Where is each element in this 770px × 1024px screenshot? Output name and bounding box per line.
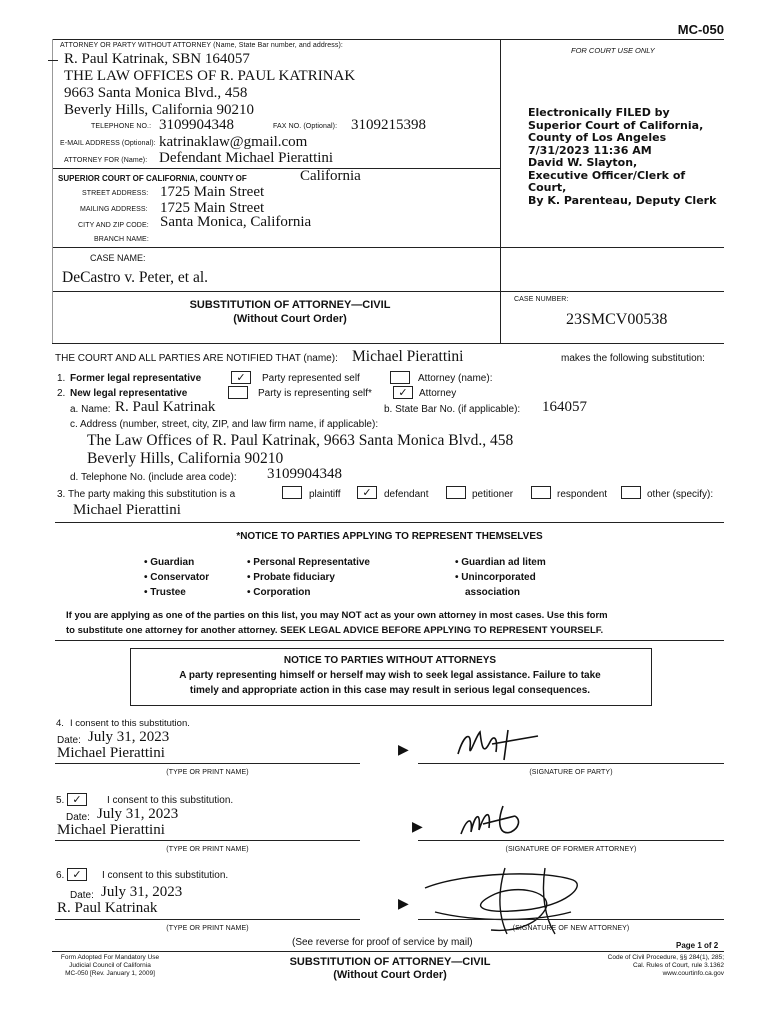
court-city-value[interactable]: Santa Monica, California <box>160 214 312 230</box>
margin-tick <box>48 60 58 61</box>
notice-self-col3 <box>455 555 546 600</box>
court-use-label: FOR COURT USE ONLY <box>571 46 655 55</box>
case-number-label: CASE NUMBER: <box>514 296 569 303</box>
attorney-for-label: ATTORNEY FOR (Name): <box>64 157 148 164</box>
former-attorney-signature <box>455 802 535 842</box>
consent4-date[interactable]: July 31, 2023 <box>88 729 170 745</box>
item2-attorney-label: Attorney <box>419 388 457 399</box>
consent4-name-caption: (TYPE OR PRINT NAME) <box>166 769 249 776</box>
form-title-line2: (Without Court Order) <box>233 313 347 325</box>
notice-without-title: NOTICE TO PARTIES WITHOUT ATTORNEYS <box>283 655 497 666</box>
item2d-value[interactable]: 3109904348 <box>267 466 342 482</box>
county-value[interactable]: California <box>300 168 361 184</box>
notify-suffix: makes the following substitution: <box>561 353 705 364</box>
item2-attorney-checkbox[interactable]: ✓ <box>393 386 413 399</box>
notice-item: • Guardian ad litem <box>455 557 546 568</box>
notify-prefix: THE COURT AND ALL PARTIES ARE NOTIFIED THAT (name): <box>55 353 338 364</box>
footer-title <box>240 956 540 982</box>
footer-rule <box>52 951 724 952</box>
plaintiff-checkbox[interactable] <box>282 486 302 499</box>
notice-item: • Personal Representative <box>247 557 370 568</box>
item2-label: New legal representative <box>70 388 188 399</box>
notice-item: • Corporation <box>247 587 311 598</box>
reverse-note: (See reverse for proof of service by mail) <box>292 937 473 948</box>
footer-right-line: Code of Civil Procedure, §§ 284(1), 285; <box>607 954 724 961</box>
consent6-checkbox[interactable]: ✓ <box>67 868 87 881</box>
consent4-date-label: Date: <box>57 735 81 746</box>
stamp-line: David W. Slayton, <box>528 156 638 169</box>
petitioner-label: petitioner <box>472 489 514 500</box>
telephone-label: TELEPHONE NO.: <box>91 123 152 130</box>
party-signature <box>450 724 540 762</box>
fax-value[interactable]: 3109215398 <box>351 117 426 133</box>
consent6-text: I consent to this substitution. <box>102 870 229 881</box>
item1-label: Former legal representative <box>70 373 202 384</box>
consent5-checkbox[interactable]: ✓ <box>67 793 87 806</box>
footer-left <box>50 954 170 978</box>
notice-self-col1 <box>144 555 209 600</box>
court-title-label: SUPERIOR COURT OF CALIFORNIA, COUNTY OF <box>58 174 247 183</box>
other-checkbox[interactable] <box>621 486 641 499</box>
consent6-name[interactable]: R. Paul Katrinak <box>57 900 158 916</box>
footer-right-line: Cal. Rules of Court, rule 3.1362 <box>632 962 724 969</box>
item2c-label: c. Address (number, street, city, ZIP, and law firm name, if applicable): <box>70 419 379 430</box>
consent5-num: 5. <box>56 795 65 806</box>
case-name-bottom <box>52 291 724 292</box>
court-box-bottom <box>52 247 724 248</box>
consent6-num: 6. <box>56 870 65 881</box>
caption-bottom <box>52 343 724 344</box>
consent5-sig-line <box>418 840 724 841</box>
notice-item: • Probate fiduciary <box>247 572 335 583</box>
branch-label: BRANCH NAME: <box>94 236 149 243</box>
consent4-sig-caption: (SIGNATURE OF PARTY) <box>529 769 613 776</box>
item2b-label: b. State Bar No. (if applicable): <box>384 404 521 415</box>
defendant-checkbox[interactable]: ✓ <box>357 486 377 499</box>
item2c-line2[interactable]: Beverly Hills, California 90210 <box>87 450 284 467</box>
filing-stamp <box>528 107 718 207</box>
fax-label: FAX NO. (Optional): <box>273 123 338 130</box>
law-office-line: THE LAW OFFICES OF R. PAUL KATRINAK <box>64 68 356 84</box>
consent6-name-line <box>55 919 360 920</box>
consent5-name-caption: (TYPE OR PRINT NAME) <box>166 846 249 853</box>
plaintiff-label: plaintiff <box>309 489 341 500</box>
form-title <box>100 298 480 326</box>
item1-attorney-label: Attorney (name): <box>418 373 493 384</box>
consent5-name[interactable]: Michael Pierattini <box>57 822 165 838</box>
consent6-date[interactable]: July 31, 2023 <box>101 884 183 900</box>
notice-item: • Trustee <box>144 587 186 598</box>
mailing-label: MAILING ADDRESS: <box>80 206 148 213</box>
footer-right-line: www.courtinfo.ca.gov <box>662 970 724 977</box>
consent5-date-label: Date: <box>66 812 90 823</box>
consent5-sig-caption: (SIGNATURE OF FORMER ATTORNEY) <box>505 846 637 853</box>
notice-without-line1: A party representing himself or herself may wish to seek legal assistance. Failure to take <box>179 670 601 681</box>
notice-item: • Unincorporated <box>455 572 536 583</box>
attorney-street-line: 9663 Santa Monica Blvd., 458 <box>64 85 248 101</box>
consent4-name[interactable]: Michael Pierattini <box>57 745 165 761</box>
consent4-name-line <box>55 763 360 764</box>
item3-value[interactable]: Michael Pierattini <box>73 502 181 518</box>
footer-title-line2: (Without Court Order) <box>333 969 447 981</box>
notice-item: • Conservator <box>144 572 210 583</box>
notice-self-rule <box>55 640 724 641</box>
consent6-sig-line <box>418 919 724 920</box>
other-label: other (specify): <box>647 489 714 500</box>
item1-num: 1. <box>57 373 66 384</box>
consent4-sig-line <box>418 763 724 764</box>
consent4-num: 4. <box>56 718 64 729</box>
consent4-text: I consent to this substitution. <box>70 718 190 729</box>
notify-name[interactable]: Michael Pierattini <box>352 348 464 365</box>
form-id: MC-050 <box>677 22 724 37</box>
stamp-line: By K. Parenteau, Deputy Clerk <box>528 193 717 207</box>
notice-self-warning2: to substitute one attorney for another attorney. SEEK LEGAL ADVICE BEFORE APPLYING TO REPRESENT YOURSELF. <box>66 625 604 636</box>
footer-left-line: MC-050 [Rev. January 1, 2009] <box>65 970 155 977</box>
consent6-sig-caption: (SIGNATURE OF NEW ATTORNEY) <box>512 925 630 932</box>
page-number: Page 1 of 2 <box>676 941 719 950</box>
respondent-checkbox[interactable] <box>531 486 551 499</box>
street-label: STREET ADDRESS: <box>82 190 149 197</box>
item2-self-label: Party is representing self* <box>258 388 372 399</box>
attorney-for-value[interactable]: Defendant Michael Pierattini <box>159 150 334 166</box>
petitioner-checkbox[interactable] <box>446 486 466 499</box>
case-name-value[interactable]: DeCastro v. Peter, et al. <box>62 269 209 286</box>
item3-rule <box>55 522 724 523</box>
item2-num: 2. <box>57 388 66 399</box>
item1-self-label: Party represented self <box>262 373 360 384</box>
court-street-value[interactable]: 1725 Main Street <box>160 184 265 200</box>
stamp-line: Electronically FILED by <box>528 106 670 119</box>
email-label: E-MAIL ADDRESS (Optional): <box>60 140 156 147</box>
item3-prefix: 3. The party making this substitution is a <box>57 489 236 500</box>
city-label: CITY AND ZIP CODE: <box>78 222 149 229</box>
arrow-icon: ▶ <box>398 895 409 911</box>
consent6-name-caption: (TYPE OR PRINT NAME) <box>166 925 249 932</box>
stamp-line: 7/31/2023 11:36 AM <box>528 143 652 157</box>
notice-item: association <box>465 587 521 598</box>
notice-without-line2: timely and appropriate action in this case may result in serious legal consequences. <box>189 685 591 696</box>
top-rule <box>52 39 724 40</box>
consent5-name-line <box>55 840 360 841</box>
item2a-label: a. Name: <box>70 404 111 415</box>
item2a-value[interactable]: R. Paul Katrinak <box>115 399 216 415</box>
notice-self-col2 <box>247 555 370 600</box>
attorney-name-line: R. Paul Katrinak, SBN 164057 <box>64 51 250 67</box>
case-name-label: CASE NAME: <box>90 253 146 263</box>
item1-attorney-checkbox[interactable] <box>390 371 410 384</box>
arrow-icon: ▶ <box>412 818 423 834</box>
item2c-line1[interactable]: The Law Offices of R. Paul Katrinak, 9663 Santa Monica Blvd., 458 <box>87 432 514 449</box>
stamp-line: Executive Officer/Clerk of Court, <box>528 168 686 194</box>
item2d-label: d. Telephone No. (include area code): <box>70 472 237 483</box>
court-mailing-value[interactable]: 1725 Main Street <box>160 200 265 216</box>
footer-left-line: Judicial Council of California <box>69 962 151 969</box>
footer-title-line1: SUBSTITUTION OF ATTORNEY—CIVIL <box>289 956 491 968</box>
item2-self-checkbox[interactable] <box>228 386 248 399</box>
caption-divider <box>500 39 501 343</box>
item1-self-checkbox[interactable]: ✓ <box>231 371 251 384</box>
notice-item: • Guardian <box>144 557 195 568</box>
arrow-icon: ▶ <box>398 741 409 757</box>
form-title-line1: SUBSTITUTION OF ATTORNEY—CIVIL <box>189 299 391 311</box>
respondent-label: respondent <box>557 489 608 500</box>
attorney-box-label: ATTORNEY OR PARTY WITHOUT ATTORNEY (Name, State Bar number, and address): <box>60 42 343 49</box>
email-value[interactable]: katrinaklaw@gmail.com <box>159 134 308 150</box>
stamp-line: County of Los Angeles <box>528 131 667 144</box>
telephone-value[interactable]: 3109904348 <box>159 117 234 133</box>
footer-right <box>608 954 724 978</box>
item2b-value[interactable]: 164057 <box>542 399 587 415</box>
notice-self-title: *NOTICE TO PARTIES APPLYING TO REPRESENT THEMSELVES <box>236 531 543 542</box>
consent5-date[interactable]: July 31, 2023 <box>97 806 179 822</box>
footer-left-line: Form Adopted For Mandatory Use <box>60 954 160 961</box>
consent5-text: I consent to this substitution. <box>107 795 234 806</box>
notice-self-warning1: If you are applying as one of the parties on this list, you may NOT act as your own attorney in most cases. Use this form <box>66 610 608 621</box>
defendant-label: defendant <box>384 489 429 500</box>
stamp-line: Superior Court of California, <box>528 118 704 132</box>
consent6-date-label: Date: <box>70 890 94 901</box>
caption-left <box>52 39 53 343</box>
attorney-box-bottom <box>52 168 500 169</box>
attorney-city-line: Beverly Hills, California 90210 <box>64 102 254 118</box>
case-number-value[interactable]: 23SMCV00538 <box>566 311 668 328</box>
